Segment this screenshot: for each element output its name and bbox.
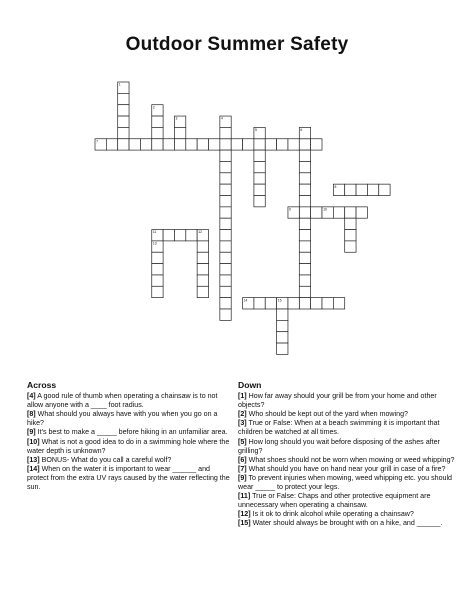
grid-cell[interactable] bbox=[118, 116, 129, 127]
grid-cell[interactable] bbox=[220, 127, 231, 138]
grid-number: 14 bbox=[243, 298, 248, 303]
grid-cell[interactable] bbox=[220, 196, 231, 207]
clue-text: What should you always have with you when you go on a hike? bbox=[27, 410, 218, 428]
grid-cell[interactable] bbox=[152, 116, 163, 127]
grid-cell[interactable] bbox=[299, 139, 310, 150]
grid-number: 4 bbox=[220, 116, 223, 121]
clue-number: [6] bbox=[238, 455, 247, 464]
across-clue bbox=[27, 392, 233, 410]
down-clue bbox=[238, 465, 458, 474]
clue-text: Is it ok to drink alcohol while operating a chainsaw? bbox=[250, 510, 414, 519]
grid-cell[interactable] bbox=[220, 207, 231, 218]
grid-cell[interactable] bbox=[277, 332, 288, 343]
down-clue bbox=[238, 438, 458, 456]
grid-cell[interactable] bbox=[220, 218, 231, 229]
clue-number: [5] bbox=[238, 437, 247, 446]
down-clue bbox=[238, 474, 458, 492]
grid-cell[interactable] bbox=[288, 298, 299, 309]
grid-cell[interactable] bbox=[277, 343, 288, 354]
clue-number: [4] bbox=[27, 392, 36, 401]
grid-number: 7 bbox=[96, 139, 98, 144]
clue-text: BONUS- What do you call a careful wolf? bbox=[39, 455, 172, 464]
across-clue bbox=[27, 410, 233, 428]
across-clue bbox=[27, 456, 233, 465]
grid-cell[interactable] bbox=[333, 207, 344, 218]
grid-cell[interactable] bbox=[197, 275, 208, 286]
grid-number: 15 bbox=[277, 298, 282, 303]
clue-text: To prevent injuries when mowing, weed whipping etc. you should wear _____ to protect your legs. bbox=[238, 473, 452, 492]
grid-cell[interactable] bbox=[186, 139, 197, 150]
clue-number: [13] bbox=[27, 455, 40, 464]
grid-cell[interactable] bbox=[106, 139, 117, 150]
clue-text: When on the water it is important to wear ______ and protect from the extra UV rays caused by the water reflecting the sun. bbox=[27, 464, 230, 492]
grid-cell[interactable] bbox=[186, 230, 197, 241]
clue-number: [10] bbox=[27, 437, 40, 446]
grid-cell[interactable] bbox=[129, 139, 140, 150]
grid-cell[interactable] bbox=[118, 105, 129, 116]
down-clue bbox=[238, 410, 458, 419]
grid-number: 2 bbox=[152, 105, 155, 110]
grid-cell[interactable] bbox=[152, 275, 163, 286]
clue-number: [15] bbox=[238, 519, 251, 528]
clue-number: [7] bbox=[238, 464, 247, 473]
down-clue bbox=[238, 492, 458, 510]
grid-cell[interactable] bbox=[345, 218, 356, 229]
grid-cell[interactable] bbox=[299, 298, 310, 309]
clue-number: [11] bbox=[238, 492, 251, 501]
grid-cell[interactable] bbox=[288, 139, 299, 150]
grid-cell[interactable] bbox=[220, 173, 231, 184]
grid-cell[interactable] bbox=[299, 230, 310, 241]
clue-text: Water should always be brought with on a hike, and ______. bbox=[250, 519, 443, 528]
grid-cell[interactable] bbox=[220, 150, 231, 161]
grid-cell[interactable] bbox=[254, 298, 265, 309]
grid-cell[interactable] bbox=[345, 207, 356, 218]
down-clues bbox=[238, 381, 458, 529]
clue-text: What shoes should not be worn when mowing or weed whipping? bbox=[246, 455, 455, 464]
clue-number: [2] bbox=[238, 410, 247, 419]
grid-cell[interactable] bbox=[220, 309, 231, 320]
grid-number: 6 bbox=[300, 128, 303, 132]
grid-cell[interactable] bbox=[152, 127, 163, 138]
grid-cell[interactable] bbox=[243, 139, 254, 150]
grid-cell[interactable] bbox=[345, 184, 356, 195]
grid-cell[interactable] bbox=[174, 230, 185, 241]
grid-cell[interactable] bbox=[174, 127, 185, 138]
clue-text: It's best to make a _____ before hiking in an unfamiliar area. bbox=[35, 428, 228, 437]
grid-cell[interactable] bbox=[265, 298, 276, 309]
across-clue bbox=[27, 438, 233, 456]
grid-cell[interactable] bbox=[197, 252, 208, 263]
grid-number: 10 bbox=[323, 207, 327, 212]
grid-cell[interactable] bbox=[345, 241, 356, 252]
grid-cell[interactable] bbox=[345, 230, 356, 241]
down-clue bbox=[238, 510, 458, 519]
grid-cell[interactable] bbox=[299, 196, 310, 207]
clue-text: A good rule of thumb when operating a chainsaw is to not allow anyone with a ____ foot radius. bbox=[27, 392, 218, 410]
grid-cell[interactable] bbox=[322, 298, 333, 309]
grid-cell[interactable] bbox=[197, 241, 208, 252]
grid-cell[interactable] bbox=[118, 93, 129, 104]
grid-cell[interactable] bbox=[254, 173, 265, 184]
grid-cell[interactable] bbox=[163, 139, 174, 150]
across-clue bbox=[27, 465, 233, 492]
grid-cell[interactable] bbox=[299, 184, 310, 195]
grid-cell[interactable] bbox=[299, 286, 310, 297]
grid-cell[interactable] bbox=[197, 286, 208, 297]
grid-cell[interactable] bbox=[299, 173, 310, 184]
grid-cell[interactable] bbox=[299, 218, 310, 229]
grid-cell[interactable] bbox=[220, 139, 231, 150]
across-clue bbox=[27, 428, 233, 437]
clue-text: How long should you wait before disposing of the ashes after grilling? bbox=[238, 437, 440, 455]
grid-cell[interactable] bbox=[254, 161, 265, 172]
grid-number: 1 bbox=[118, 82, 121, 87]
grid-cell[interactable] bbox=[277, 320, 288, 331]
grid-cell[interactable] bbox=[220, 161, 231, 172]
grid-cell[interactable] bbox=[367, 184, 378, 195]
grid-cell[interactable] bbox=[254, 150, 265, 161]
grid-cell[interactable] bbox=[254, 139, 265, 150]
grid-cell[interactable] bbox=[254, 196, 265, 207]
grid-cell[interactable] bbox=[220, 230, 231, 241]
grid-number: 11 bbox=[152, 230, 157, 235]
grid-cell[interactable] bbox=[152, 139, 163, 150]
down-clue bbox=[238, 419, 458, 437]
grid-cell[interactable] bbox=[152, 286, 163, 297]
grid-cell[interactable] bbox=[197, 264, 208, 275]
grid-cell[interactable] bbox=[277, 139, 288, 150]
grid-cell[interactable] bbox=[118, 127, 129, 138]
grid-cell[interactable] bbox=[220, 286, 231, 297]
clue-text: What is not a good idea to do in a swimming hole where the water depth is unknown? bbox=[27, 437, 230, 455]
page-title: Outdoor Summer Safety bbox=[125, 34, 349, 55]
grid-cell[interactable] bbox=[254, 184, 265, 195]
grid-cell[interactable] bbox=[220, 298, 231, 309]
grid-cell[interactable] bbox=[299, 275, 310, 286]
grid-number: 13 bbox=[152, 241, 157, 246]
grid-number: 5 bbox=[255, 128, 257, 132]
grid-number: 3 bbox=[175, 116, 178, 121]
clue-text: How far away should your grill be from your home and other objects? bbox=[238, 392, 437, 410]
grid-cell[interactable] bbox=[152, 252, 163, 263]
grid-number: 9 bbox=[289, 207, 291, 212]
clue-number: [12] bbox=[238, 510, 251, 519]
grid-cell[interactable] bbox=[311, 139, 322, 150]
grid-number: 12 bbox=[198, 230, 203, 235]
grid-cell[interactable] bbox=[174, 139, 185, 150]
grid-cell[interactable] bbox=[140, 139, 151, 150]
clue-text: True or False: When at a beach swimming it is important that children be watched at all times. bbox=[238, 419, 440, 437]
grid-cell[interactable] bbox=[197, 139, 208, 150]
clue-number: [1] bbox=[238, 392, 247, 401]
grid-cell[interactable] bbox=[220, 264, 231, 275]
across-heading: Across bbox=[27, 380, 57, 390]
clue-text: True or False: Chaps and other protective equipment are unnecessary when operating a chainsaw. bbox=[238, 492, 431, 510]
clue-text: What should you have on hand near your grill in case of a fire? bbox=[246, 464, 446, 473]
grid-cell[interactable] bbox=[299, 161, 310, 172]
grid-cell[interactable] bbox=[356, 207, 367, 218]
grid-cell[interactable] bbox=[311, 207, 322, 218]
down-clue bbox=[238, 519, 458, 528]
grid-cell[interactable] bbox=[277, 309, 288, 320]
grid-cell[interactable] bbox=[265, 139, 276, 150]
grid-cell[interactable] bbox=[299, 150, 310, 161]
grid-cell[interactable] bbox=[299, 264, 310, 275]
grid-cell[interactable] bbox=[356, 184, 367, 195]
down-clue bbox=[238, 392, 458, 410]
across-clues bbox=[27, 381, 233, 492]
grid-cell[interactable] bbox=[231, 139, 242, 150]
down-heading: Down bbox=[238, 380, 262, 390]
clue-text: Who should be kept out of the yard when mowing? bbox=[246, 410, 408, 419]
grid-cell[interactable] bbox=[299, 241, 310, 252]
grid-cell[interactable] bbox=[220, 275, 231, 286]
grid-cell[interactable] bbox=[220, 184, 231, 195]
grid-cell[interactable] bbox=[311, 298, 322, 309]
grid-cell[interactable] bbox=[333, 298, 344, 309]
clue-number: [9] bbox=[27, 428, 36, 437]
grid-number: 8 bbox=[334, 184, 337, 189]
clue-number: [8] bbox=[27, 410, 36, 419]
grid-cell[interactable] bbox=[220, 252, 231, 263]
grid-cell[interactable] bbox=[118, 139, 129, 150]
clue-number: [14] bbox=[27, 464, 40, 473]
grid-cell[interactable] bbox=[152, 264, 163, 275]
grid-cell[interactable] bbox=[299, 207, 310, 218]
grid-cell[interactable] bbox=[299, 252, 310, 263]
clue-number: [3] bbox=[238, 419, 247, 428]
grid-cell[interactable] bbox=[209, 139, 220, 150]
grid-cell[interactable] bbox=[379, 184, 390, 195]
down-clue bbox=[238, 456, 458, 465]
grid-cell[interactable] bbox=[163, 230, 174, 241]
clue-number: [9] bbox=[238, 473, 247, 482]
grid-cell[interactable] bbox=[220, 241, 231, 252]
